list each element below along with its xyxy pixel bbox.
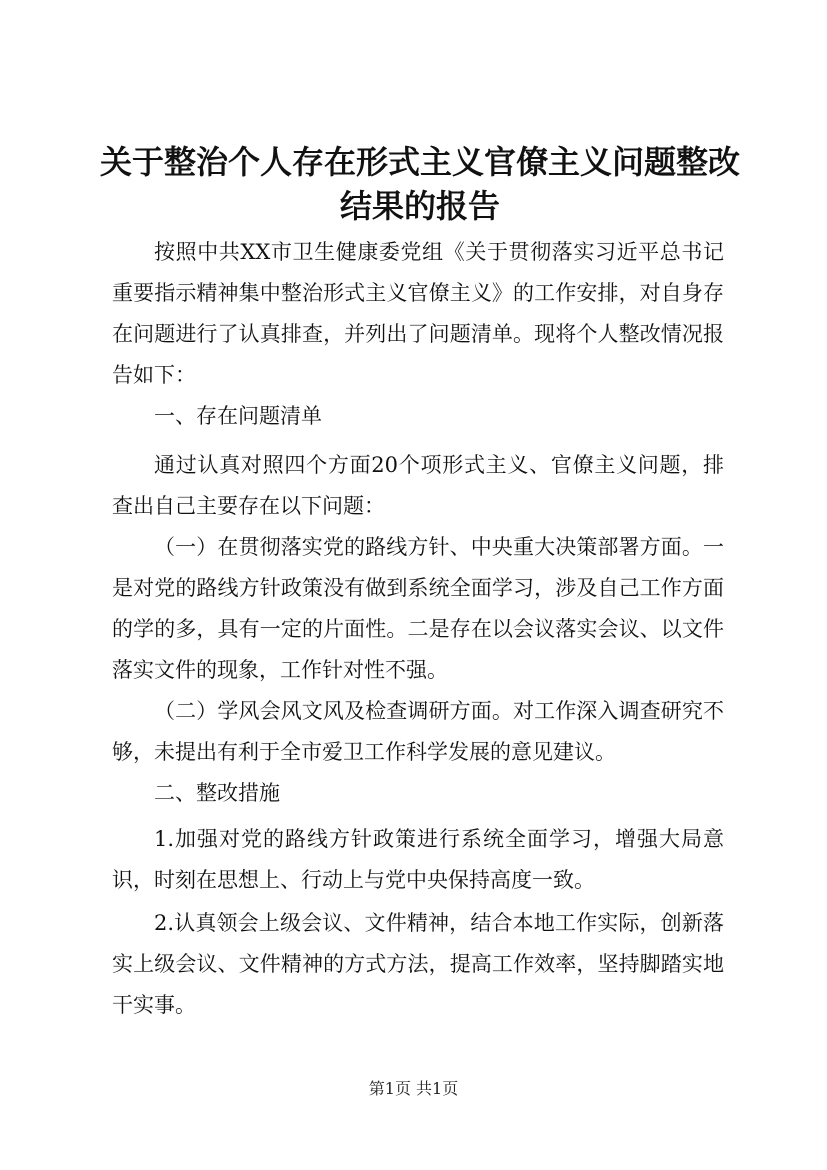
problem-item-2: （二）学风会风文风及检查调研方面。对工作深入调查研究不够，未提出有利于全市爱卫工作科学发展的意见建议。 <box>112 699 724 764</box>
intro-paragraph: 按照中共XX市卫生健康委党组《关于贯彻落实习近平总书记重要指示精神集中整治形式主义官僚主义》的工作安排，对自身存在问题进行了认真排查，并列出了问题清单。现将个人整改情况报告如下： <box>112 240 724 387</box>
page-footer: 第1页 共1页 <box>368 1079 459 1098</box>
measure-item-2: 2.认真领会上级会议、文件精神，结合本地工作实际，创新落实上级会议、文件精神的方式方法，提高工作效率，坚持脚踏实地干实事。 <box>112 911 724 1017</box>
document-title: 关于整治个人存在形式主义官僚主义问题整改结果的报告 <box>100 143 741 225</box>
problems-intro-paragraph: 通过认真对照四个方面20个项形式主义、官僚主义问题，排查出自己主要存在以下问题： <box>112 453 724 518</box>
problem-item-1: （一）在贯彻落实党的路线方针、中央重大决策部署方面。一是对党的路线方针政策没有做到系统全面学习，涉及自己工作方面的学的多，具有一定的片面性。二是存在以会议落实会议、以文件落实文件的现象，工作针对性不强。 <box>112 535 724 682</box>
section-heading-problems: 一、存在问题清单 <box>154 404 322 428</box>
section-heading-measures: 二、整改措施 <box>154 781 280 805</box>
measure-item-1: 1.加强对党的路线方针政策进行系统全面学习，增强大局意识，时刻在思想上、行动上与党中央保持高度一致。 <box>112 827 724 892</box>
